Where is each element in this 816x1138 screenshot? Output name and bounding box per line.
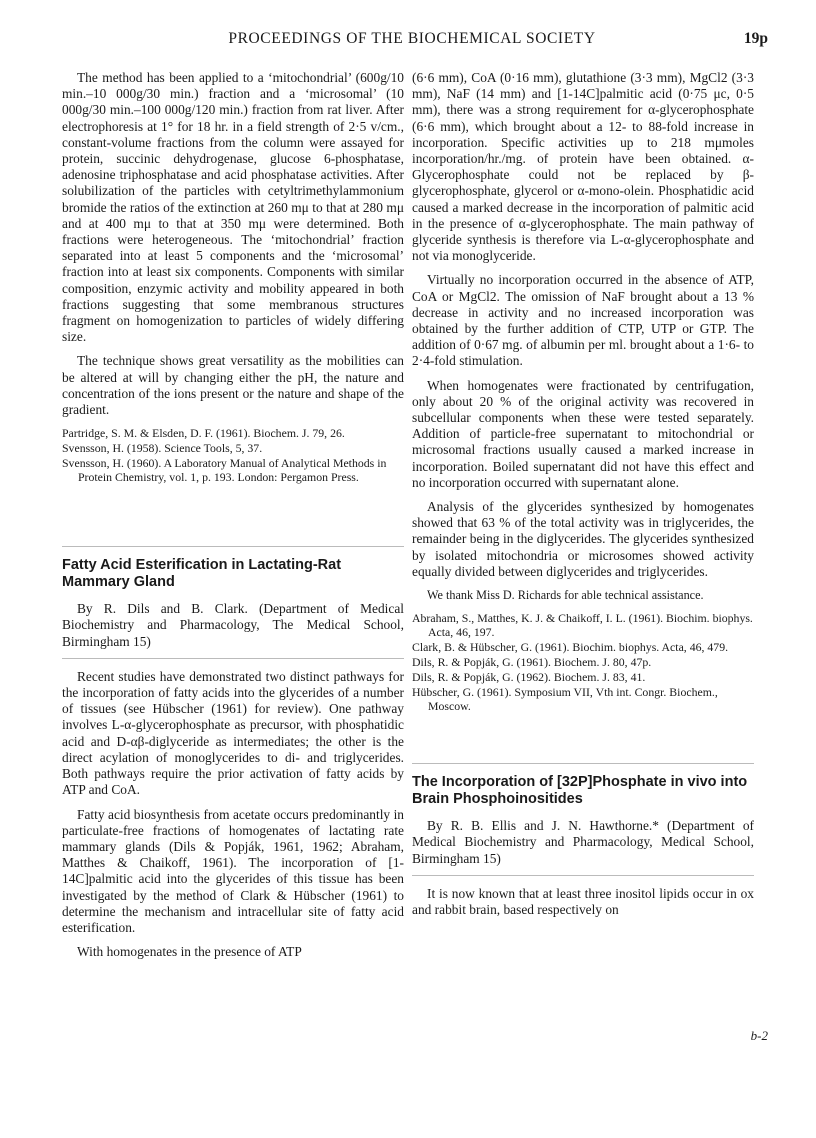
running-title: PROCEEDINGS OF THE BIOCHEMICAL SOCIETY <box>228 30 596 47</box>
section-divider <box>62 546 404 547</box>
body-paragraph: (6·6 mm), CoA (0·16 mm), glutathione (3·3 mm), MgCl2 (3·3 mm), NaF (14 mm) and [1-14C]palmitic acid (0·75 μc, 0·5 mm), there was a strong requirement for α-glycerophosphate (6·6 mm), which brought about a 12- to 88-fold increase in incorporation. Specific activities up to 218 mμmoles incorporation/hr./mg. of protein have been obtained. α-Glycerophosphate could not be replaced by β-glycerophosphate, glycerol or α-mono-olein. Phosphatidic acid caused a marked decrease in the incorporation of palmitic acid in the presence of α-glycerophosphate. The main pathway of glyceride synthesis is therefore via L-α-glycerophosphate and not via monoglyceride. <box>412 70 754 264</box>
article-byline: By R. B. Ellis and J. N. Hawthorne.* (Department of Medical Biochemistry and Pharmacology, Medical School, Birmingham 15) <box>412 818 754 866</box>
body-paragraph: Virtually no incorporation occurred in the absence of ATP, CoA or MgCl2. The omission of NaF brought about a 13 % decrease in activity and no increased incorporation was obtained by the further addition of CTP, UTP or GTP. The addition of 0·67 mg. of albumin per ml. brought about a 1·6- to 2·4-fold stimulation. <box>412 272 754 369</box>
reference-item: Hübscher, G. (1961). Symposium VII, Vth int. Congr. Biochem., Moscow. <box>412 685 718 714</box>
reference-list <box>62 426 404 484</box>
section-divider <box>62 658 404 659</box>
body-paragraph: With homogenates in the presence of ATP <box>77 944 302 960</box>
body-paragraph: Recent studies have demonstrated two distinct pathways for the incorporation of fatty acids into the glycerides of a number of tissues (see Hübscher (1961) for review). One pathway involves L-α-glycerophosphate as precursor, with phosphatidic acid and D-αβ-diglyceride as intermediates; the other is the direct acylation of monoglycerides to di- and triglycerides. Both pathways require the prior activation of fatty acids by ATP and CoA. <box>62 668 404 798</box>
left-column <box>62 70 404 968</box>
reference-item: Svensson, H. (1958). Science Tools, 5, 37. <box>62 441 263 456</box>
reference-item: Dils, R. & Popják, G. (1961). Biochem. J. 80, 47p. <box>412 655 652 670</box>
right-column <box>412 70 754 926</box>
body-paragraph: It is now known that at least three inositol lipids occur in ox and rabbit brain, based respectively on <box>412 885 754 917</box>
reference-item: Abraham, S., Matthes, K. J. & Chaikoff, I. L. (1961). Biochim. biophys. Acta, 46, 197. <box>412 611 753 640</box>
reference-item: Dils, R. & Popják, G. (1962). Biochem. J. 83, 41. <box>412 670 646 685</box>
page-header <box>56 30 768 52</box>
signature-mark: b-2 <box>750 1028 768 1043</box>
article-title: The Incorporation of [32P]Phosphate in vivo into Brain Phosphoinositides <box>412 774 748 808</box>
section-divider <box>412 763 754 764</box>
article-byline: By R. Dils and B. Clark. (Department of Medical Biochemistry and Pharmacology, The Medical School, Birmingham 15) <box>62 601 404 649</box>
body-paragraph: The method has been applied to a ‘mitochondrial’ (600g/10 min.–10 000g/30 min.) fraction and a ‘microsomal’ (10 000g/30 min.–100 000g/120 min.) fraction from rat liver. After electrophoresis at 1° for 18 hr. in a field strength of 2·5 v/cm., constant-volume fractions from the column were assayed for protein, succinic dehydrogenase, glucose 6-phosphatase, adenosine triphosphatase and acid phosphatase activities. After solubilization of the particles with cetyltrimethylammonium bromide the ratios of the extinction at 260 mμ to that at 280 mμ and at 400 mμ to that at 350 mμ were determined. Both fractions were heterogeneous. The ‘mitochondrial’ fraction separated into at least 5 components and the ‘microsomal’ fraction into at least six components. Components with similar composition, enzymic activity and mobility appeared in both fractions suggesting that some membranous structures fragment on homogenization to particles of widely differing size. <box>62 70 404 345</box>
body-paragraph: When homogenates were fractionated by centrifugation, only about 20 % of the original activity was recovered in subcellular components when these were tested separately. Addition of particle-free supernatant to mitochondrial or microsomal fractions usually caused a marked increase in incorporation. Boiled supernatant did not have this effect and no incorporation occurred with supernatant alone. <box>412 377 754 490</box>
acknowledgement: We thank Miss D. Richards for able technical assistance. <box>427 588 704 603</box>
reference-item: Clark, B. & Hübscher, G. (1961). Biochim. biophys. Acta, 46, 479. <box>412 640 729 655</box>
reference-item: Partridge, S. M. & Elsden, D. F. (1961). Biochem. J. 79, 26. <box>62 426 345 441</box>
body-paragraph: The technique shows great versatility as the mobilities can be altered at will by changing either the pH, the nature and concentration of the ions present or the nature and shape of the gradient. <box>62 353 404 418</box>
reference-list <box>412 611 754 713</box>
body-paragraph: Analysis of the glycerides synthesized by homogenates showed that 63 % of the total activity was in triglycerides, the remainder being in the diglycerides. The glycerides synthesized by isolated mitochondria or microsomes showed activity equally divided between diglycerides and triglycerides. <box>412 499 754 579</box>
reference-item: Svensson, H. (1960). A Laboratory Manual of Analytical Methods in Protein Chemistry, vol. 1, p. 193. London: Pergamon Press. <box>62 456 387 485</box>
section-divider <box>412 875 754 876</box>
body-paragraph: Fatty acid biosynthesis from acetate occurs predominantly in particulate-free fractions of homogenates of lactating rate mammary glands (Dils & Popják, 1961, 1962; Abraham, Matthes & Chaikoff, 1961). The incorporation of [1-14C]palmitic acid into the glycerides of this tissue has been investigated by the method of Clark & Hübscher (1961) to determine the mechanism and intracellular site of fatty acid esterification. <box>62 806 404 935</box>
article-title: Fatty Acid Esterification in Lactating-Rat Mammary Gland <box>62 557 342 591</box>
page-number: 19p <box>743 30 768 47</box>
